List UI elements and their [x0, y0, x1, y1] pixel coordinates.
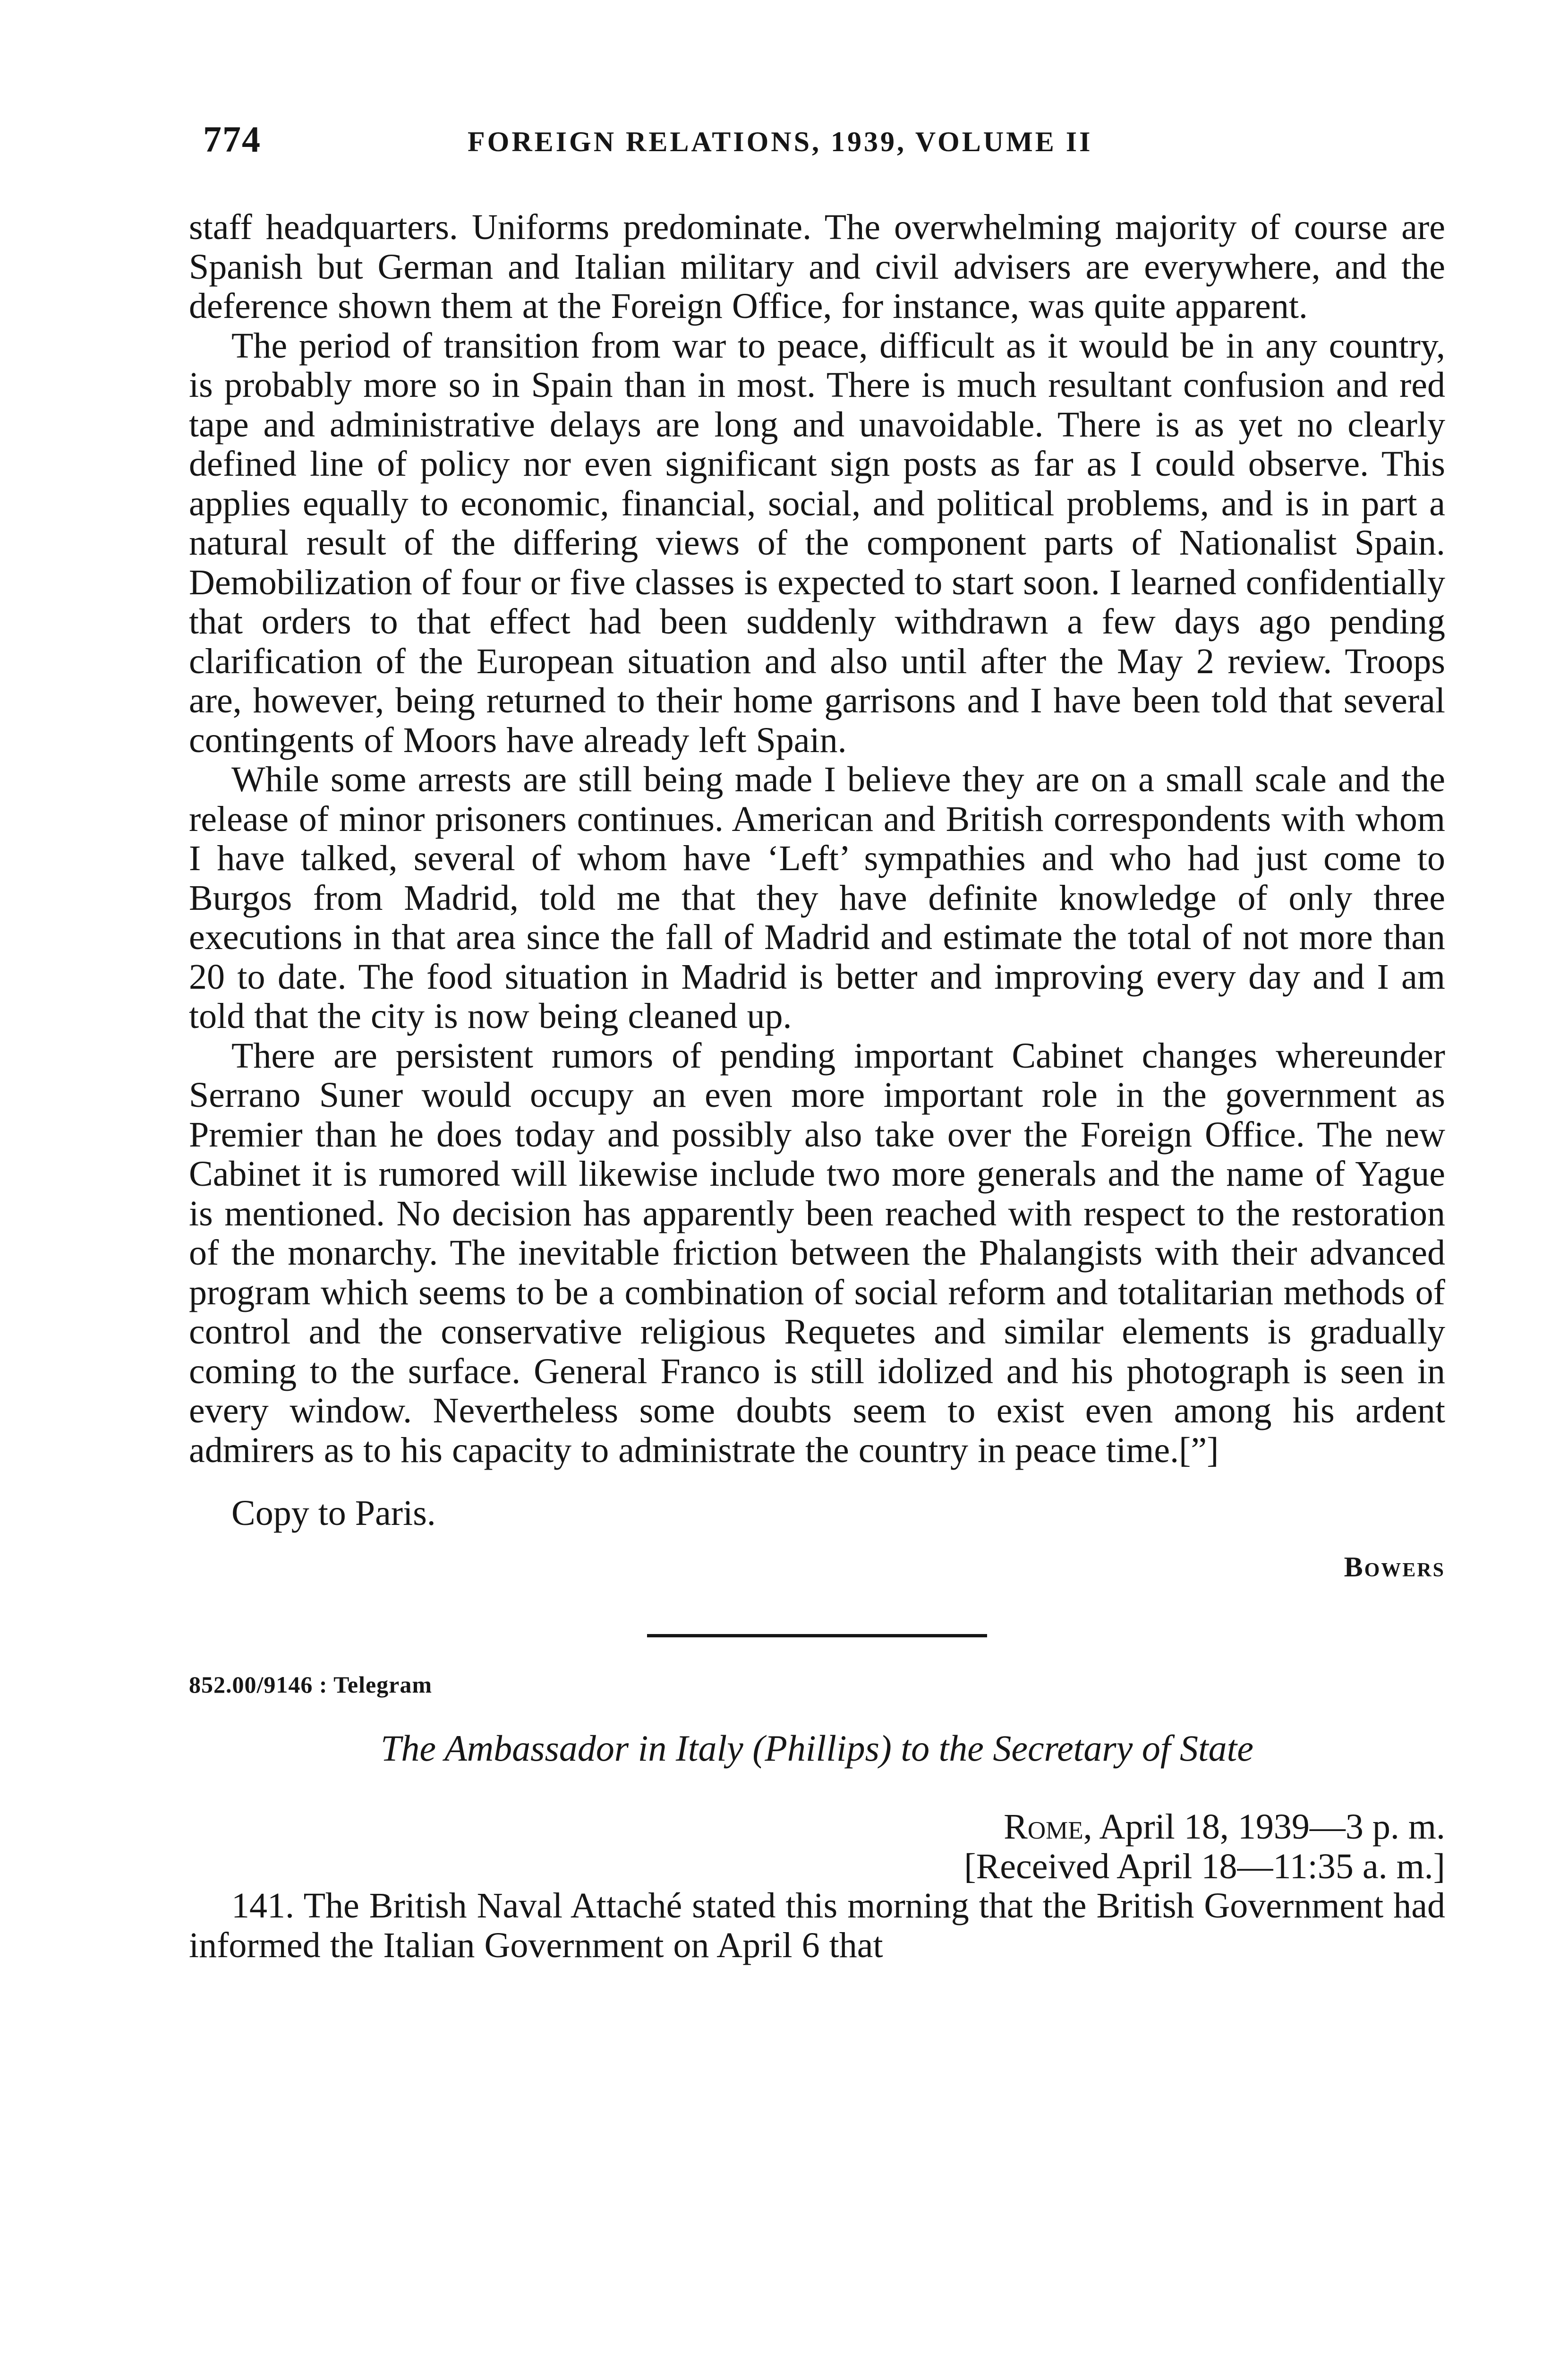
page-body	[189, 208, 1445, 1965]
paragraph-1: staff headquarters. Uniforms predominate. The overwhelming majority of course are Spanish but German and Italian military and civil advisers are everywhere, and the deference shown them at the Foreign Office, for instance, was quite apparent.	[189, 207, 1445, 326]
page-number: 774	[203, 119, 261, 160]
paragraph-4: There are persistent rumors of pending important Cabinet changes whereunder Serrano Suner would occupy an even more important role in the government as Premier than he does today and possibly also take over the Foreign Office. The new Cabinet it is rumored will likewise include two more generals and the name of Yague is mentioned. No decision has apparently been reached with respect to the restoration of the monarchy. The inevitable friction between the Phalangists with their advanced program which seems to be a combination of social reform and totalitarian methods of control and the conservative religious Requetes and similar elements is gradually coming to the surface. General Franco is still idolized and his photograph is seen in every window. Nevertheless some doubts seem to exist even among his ardent admirers as to his capacity to administrate the country in peace time.[”]	[189, 1036, 1445, 1470]
paragraph-3: While some arrests are still being made I believe they are on a small scale and the release of minor prisoners continues. American and British correspondents with whom I have talked, several of whom have ‘Left’ sympathies and who had just come to Burgos from Madrid, told me that they have definite knowledge of only three executions in that area since the fall of Madrid and estimate the total of not more than 20 to date. The food situation in Madrid is better and improving every day and I am told that the city is now being cleaned up.	[189, 760, 1445, 1036]
received-line: [Received April 18—11:35 a. m.]	[964, 1846, 1445, 1886]
signature: Bowers	[1344, 1551, 1445, 1583]
page-header	[203, 118, 1440, 170]
running-head: FOREIGN RELATIONS, 1939, VOLUME II	[468, 126, 1093, 157]
file-reference: 852.00/9146 : Telegram	[189, 1671, 433, 1698]
dateline-date: , April 18, 1939—3 p. m.	[1083, 1807, 1445, 1847]
document-title: The Ambassador in Italy (Phillips) to the Secretary of State	[381, 1728, 1253, 1769]
copy-to-line: Copy to Paris.	[231, 1493, 436, 1533]
paragraph-2: The period of transition from war to peace, difficult as it would be in any country, is probably more so in Spain than in most. There is much resultant confusion and red tape and administrative delays are long and unavoidable. There is as yet no clearly defined line of policy nor even significant sign posts as far as I could observe. This applies equally to economic, financial, social, and political problems, and is in part a natural result of the differing views of the component parts of Nationalist Spain. Demobilization of four or five classes is expected to start soon. I learned confidentially that orders to that effect had been suddenly withdrawn a few days ago pending clarification of the European situation and also until after the May 2 review. Troops are, however, being returned to their home garrisons and I have been told that several contingents of Moors have already left Spain.	[189, 325, 1445, 760]
section-divider	[647, 1634, 987, 1637]
paragraph-telegram-opening: 141. The British Naval Attaché stated this morning that the British Government had informed the Italian Government on April 6 that	[189, 1886, 1445, 1965]
dateline	[189, 1807, 1445, 1847]
dateline-place: Rome	[1004, 1807, 1083, 1847]
